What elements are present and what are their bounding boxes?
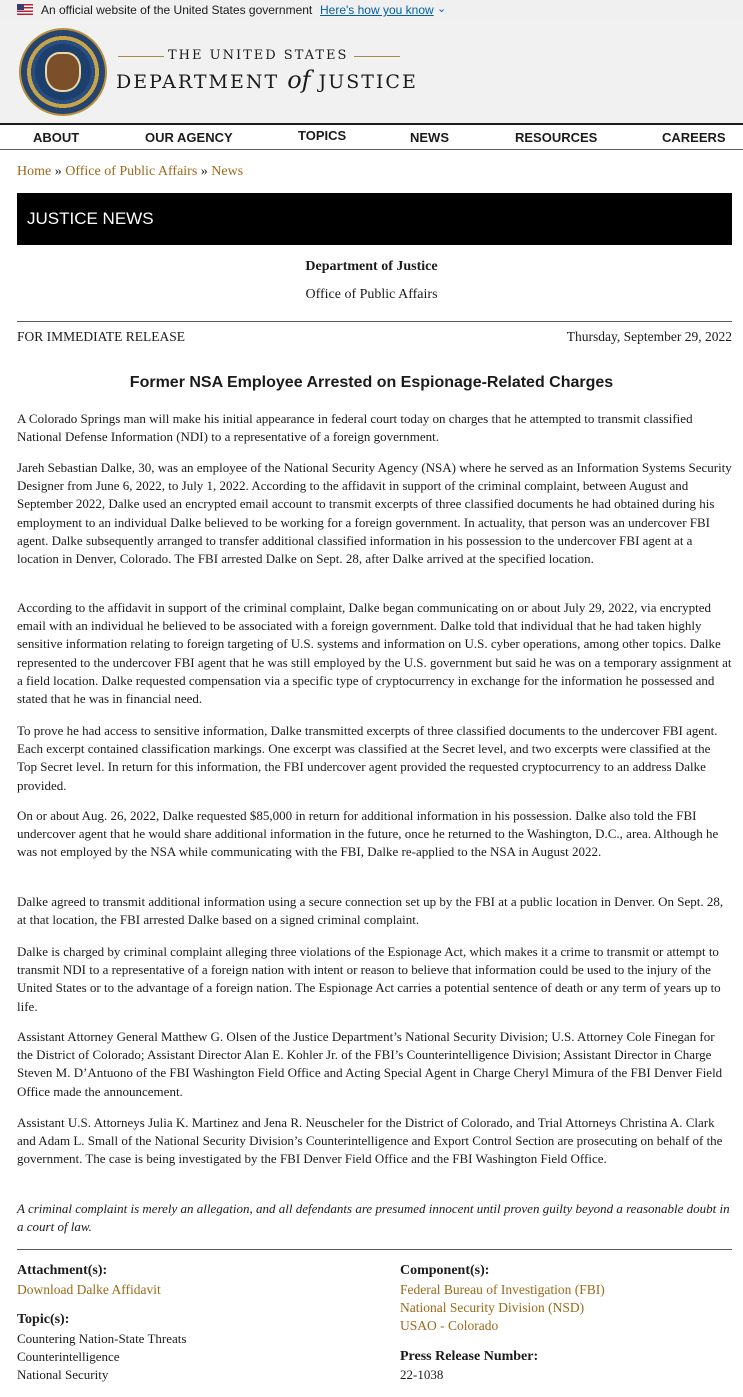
- seal-eagle: [45, 52, 81, 92]
- paragraph: Jareh Sebastian Dalke, 30, was an employee of the National Security Agency (NSA) where he served as an Information Systems Security Designer from June 6, 2022, to July 1, 2022. According to the affidavit in support of the criminal complaint, between August and September 2022, Dalke used an encrypted email account to transmit excerpts of three classified documents he had obtained during his employment to an individual Dalke believed to be working for a foreign government. In actuality, that person was an undercover FBI agent. Dalke subsequently arranged to transfer additional classified information in his possession to the undercover FBI agent at a location in Denver, Colorado. The FBI arrested Dalke on Sept. 28, after Dalke arrived at the specified location.: [17, 460, 732, 567]
- nav-careers[interactable]: CAREERS: [662, 130, 726, 145]
- paragraph: A Colorado Springs man will make his initial appearance in federal court today on charges that he attempted to transmit classified National Defense Information (NDI) to a representative of a foreign government.: [17, 411, 693, 445]
- press-release-label: Press Release Number:: [400, 1349, 539, 1364]
- wordmark-rule-left: [118, 56, 164, 57]
- wordmark-justice: JUSTICE: [318, 71, 418, 93]
- breadcrumb-news[interactable]: News: [211, 164, 244, 179]
- paragraph: Assistant U.S. Attorneys Julia K. Martinez and Jena R. Neuscheler for the District of Colorado, and Trial Attorneys Christina A. Clark and Adam L. Small of the National Security Division’s Counterintelligence and Export Control Section are prosecuting on behalf of the government. The case is being investigated by the FBI Denver Field Office and the FBI Washington Field Office.: [17, 1115, 723, 1167]
- paragraph: To prove he had access to sensitive information, Dalke transmitted excerpts of three classified documents to the undercover FBI agent. Each excerpt contained classification markings. One excerpt was classified at the Secret level, and two excerpts were classified at the Top Secret level. In return for this information, the FBI undercover agent provided the requested cryptocurrency to an address Dalke provided.: [17, 723, 718, 793]
- department-name: Department of Justice: [305, 259, 438, 274]
- wordmark-department-of-justice[interactable]: [116, 66, 418, 94]
- heres-how-you-know-link[interactable]: Here's how you know: [320, 3, 434, 17]
- nav-resources[interactable]: RESOURCES: [515, 130, 598, 145]
- topic-item: National Security: [17, 1367, 109, 1382]
- breadcrumb: [17, 164, 243, 180]
- justice-news-bar: [17, 193, 732, 245]
- nav-topics[interactable]: TOPICS: [298, 128, 347, 143]
- wordmark-united-states[interactable]: THE UNITED STATES: [168, 48, 349, 63]
- justice-news-heading: JUSTICE NEWS: [27, 209, 154, 228]
- us-flag-icon: [17, 4, 33, 15]
- wordmark-rule-right: [354, 56, 400, 57]
- wordmark-of: of: [287, 66, 311, 94]
- breadcrumb-office[interactable]: Office of Public Affairs: [65, 164, 198, 179]
- breadcrumb-home[interactable]: Home: [17, 164, 52, 179]
- disclaimer: A criminal complaint is merely an allegation, and all defendants are presumed innocent until proven guilty beyond a reasonable doubt in a court of law.: [17, 1201, 730, 1235]
- component-link-nsd[interactable]: National Security Division (NSD): [400, 1300, 585, 1315]
- main-nav: [0, 123, 743, 150]
- breadcrumb-separator: »: [200, 164, 208, 179]
- paragraph: Assistant Attorney General Matthew G. Olsen of the Justice Department’s National Security Division; U.S. Attorney Cole Finegan for the District of Colorado; Assistant Director Alan E. Kohler Jr. of the FBI’s Counterintelligence Division; Assistant Director in Charge Steven M. D’Antuono of the FBI Washington Field Office and Acting Special Agent in Charge Cheryl Mimura of the FBI Denver Field Office made the announcement.: [17, 1029, 723, 1099]
- chevron-down-icon[interactable]: ⌄: [437, 3, 447, 15]
- attachments-label: Attachment(s):: [17, 1263, 108, 1278]
- paragraph: Dalke agreed to transmit additional information using a secure connection set up by the FBI at a public location in Denver. On Sept. 28, at that location, the FBI arrested Dalke based on a signed criminal complaint.: [17, 894, 724, 928]
- topic-item: Counterintelligence: [17, 1349, 120, 1364]
- paragraph: On or about Aug. 26, 2022, Dalke requested $85,000 in return for additional information in his possession. Dalke also told the FBI undercover agent that he would share additional information in the future, once he returned to the Washington, D.C., area. Although he was not employed by the NSA while communicating with the FBI, Dalke re-applied to the NSA in August 2022.: [17, 808, 719, 860]
- components-label: Component(s):: [400, 1263, 490, 1278]
- page-title: Former NSA Employee Arrested on Espionage-Related Charges: [129, 374, 614, 391]
- wordmark-department: DEPARTMENT: [116, 71, 280, 93]
- doj-seal-icon[interactable]: [19, 28, 107, 116]
- office-name: Office of Public Affairs: [305, 287, 438, 302]
- topics-label: Topic(s):: [17, 1312, 70, 1327]
- paragraph: Dalke is charged by criminal complaint alleging three violations of the Espionage Act, which makes it a crime to transmit or attempt to transmit NDI to a representative of a foreign nation with intent or reason to believe that information could be used to the injury of the United States or to the advantage of a foreign nation. The Espionage Act carries a potential sentence of death or any term of years up to life.: [17, 944, 721, 1014]
- release-date: Thursday, September 29, 2022: [566, 329, 732, 344]
- paragraph: According to the affidavit in support of the criminal complaint, Dalke began communicating on or about July 29, 2022, via encrypted email with an individual he believed to be associated with a foreign government. Dalke told that individual that he had taken highly sensitive information relating to foreign targeting of U.S. systems and information on U.S. cyber operations, among other topics. Dalke represented to the undercover FBI agent that he was still employed by the U.S. government but said he was on a temporary assignment at a field location. Dalke requested compensation via a specific type of cryptocurrency in exchange for the information he possessed and stated that he was in financial need.: [17, 600, 732, 707]
- topic-item: Countering Nation-State Threats: [17, 1331, 187, 1346]
- divider: [17, 1249, 732, 1250]
- download-affidavit-link[interactable]: Download Dalke Affidavit: [17, 1282, 161, 1297]
- breadcrumb-separator: »: [54, 164, 62, 179]
- site-header: [0, 20, 743, 123]
- gov-banner-text: An official website of the United States government: [41, 3, 313, 17]
- nav-news[interactable]: NEWS: [410, 130, 449, 145]
- nav-about[interactable]: ABOUT: [33, 130, 80, 145]
- divider: [17, 321, 732, 322]
- press-release-number: 22-1038: [400, 1367, 444, 1382]
- gov-banner: [0, 0, 743, 20]
- nav-our-agency[interactable]: OUR AGENCY: [145, 130, 233, 145]
- component-link-usao[interactable]: USAO - Colorado: [400, 1318, 499, 1333]
- component-link-fbi[interactable]: Federal Bureau of Investigation (FBI): [400, 1282, 605, 1297]
- release-label: FOR IMMEDIATE RELEASE: [17, 329, 185, 344]
